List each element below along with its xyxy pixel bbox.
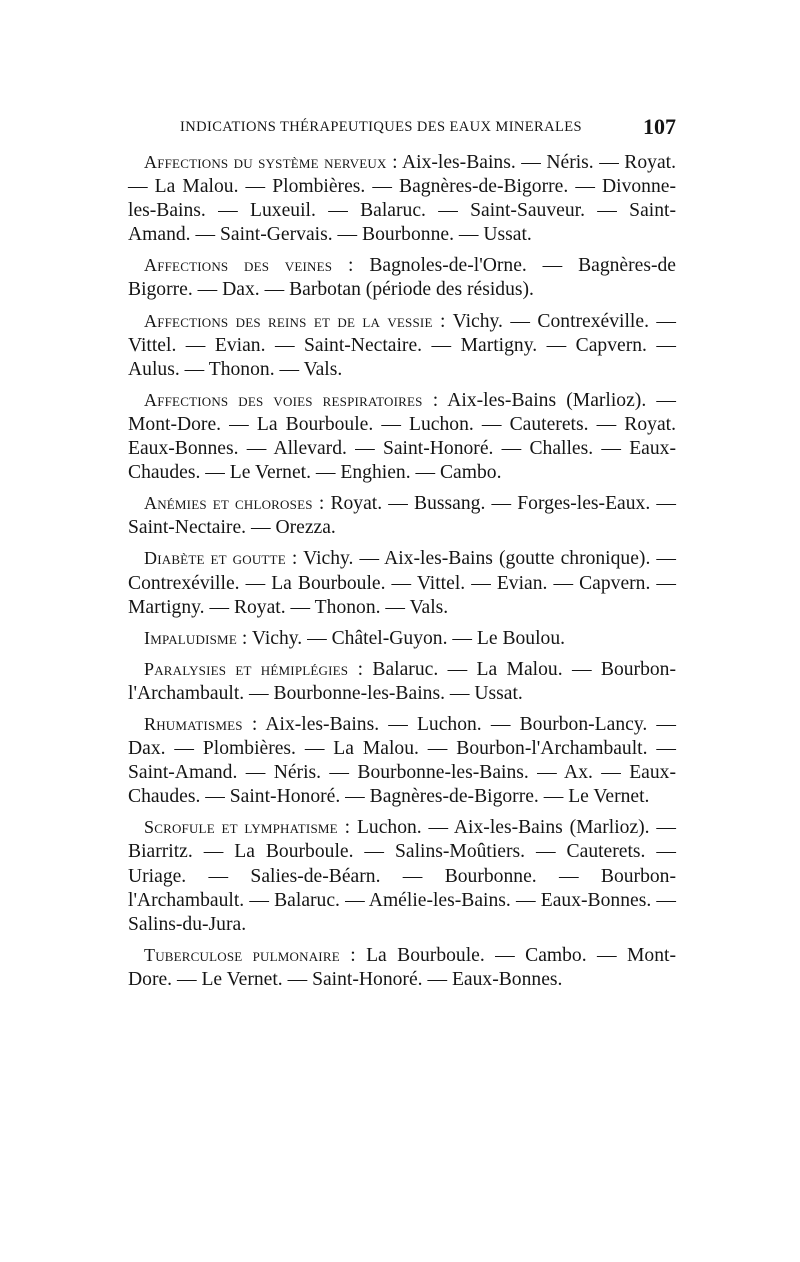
entry-paralysis (128, 657, 676, 706)
entry-text: Balaruc. — La Malou. — Bourbon-l'Archambault. — Bourbonne-les-Bains. — Ussat. (128, 658, 676, 704)
entry-heading: Affections des reins et de la vessie (144, 310, 433, 331)
entry-malaria (128, 626, 676, 651)
entry-heading: Scrofule et lymphatisme (144, 817, 338, 838)
entry-text: Aix-les-Bains (Marlioz). — Mont-Dore. — La Bourboule. — Luchon. — Cauterets. — Royat. Eaux-Bonnes. — Allevard. — Saint-Honoré. — Challes. — Eaux-Chaudes. — Le Vernet. — Enghien. — Cambo. (128, 389, 676, 484)
entry-anemia (128, 491, 676, 540)
entry-text: La Bourboule. — Cambo. — Mont-Dore. — Le Vernet. — Saint-Honoré. — Eaux-Bonnes. (128, 944, 676, 990)
entry-heading: Affections des voies respiratoires (144, 389, 423, 410)
entry-diabetes-gout (128, 546, 676, 619)
entry-nervous-system (128, 150, 676, 247)
entry-kidneys-bladder (128, 309, 676, 382)
entry-separator: : (432, 310, 453, 332)
entry-separator: : (242, 713, 266, 735)
entry-separator: : (348, 658, 373, 680)
entry-text: Aix-les-Bains. — Néris. — Royat. — La Malou. — Plombières. — Bagnères-de-Bigorre. — Divonne-les-Bains. — Luxeuil. — Balaruc. — Saint-Sauveur. — Saint-Amand. — Saint-Gervais. — Bourbonne. — Ussat. (128, 152, 677, 246)
entry-heading: Diabète et goutte (144, 548, 286, 569)
entry-separator: : (236, 627, 252, 649)
entry-separator: : (339, 944, 367, 966)
entry-heading: Affections du système nerveux (144, 152, 387, 172)
entry-respiratory (128, 388, 676, 485)
entry-separator: : (422, 389, 448, 411)
running-header (180, 116, 680, 140)
entry-veins (128, 253, 676, 302)
entry-separator: : (386, 152, 402, 173)
entry-heading: Tuberculose pulmonaire (144, 944, 340, 965)
entry-heading: Impaludisme (144, 627, 237, 648)
entry-separator: : (312, 493, 331, 515)
entry-text: Royat. — Bussang. — Forges-les-Eaux. — Saint-Nectaire. — Orezza. (128, 493, 676, 539)
entry-rheumatism (128, 712, 676, 809)
indications-list (128, 150, 676, 998)
entry-heading: Affections des veines (144, 255, 333, 276)
running-title: INDICATIONS THÉRAPEUTIQUES DES EAUX MINERALES (180, 119, 582, 135)
entry-heading: Anémies et chloroses (144, 493, 313, 514)
entry-scrofula (128, 815, 676, 936)
entry-text: Bagnoles-de-l'Orne. — Bagnères-de Bigorre. — Dax. — Barbotan (période des résidus). (128, 255, 676, 301)
entry-tuberculosis (128, 943, 676, 992)
entry-separator: : (285, 548, 304, 570)
entry-separator: : (332, 255, 370, 277)
entry-heading: Rhumatismes (144, 713, 243, 734)
page-number: 107 (643, 114, 676, 139)
entry-text: Vichy. — Contrexéville. — Vittel. — Evian. — Saint-Nectaire. — Martigny. — Capvern. — Aulus. — Thonon. — Vals. (128, 310, 677, 380)
entry-text: Luchon. — Aix-les-Bains (Marlioz). — Biarritz. — La Bourboule. — Salins-Moûtiers. — Cauterets. — Uriage. — Salies-de-Béarn. — Bourbonne. — Bourbon-l'Archambault. — Balaruc. — Amélie-les-Bains. — Eaux-Bonnes. — Salins-du-Jura. (128, 817, 677, 935)
entry-heading: Paralysies et hémiplégies (144, 658, 349, 679)
entry-text: Vichy. — Châtel-Guyon. — Le Boulou. (251, 627, 566, 649)
entry-text: Aix-les-Bains. — Luchon. — Bourbon-Lancy. — Dax. — Plombières. — La Malou. — Bourbon-l'Archambault. — Saint-Amand. — Néris. — Bourbonne-les-Bains. — Ax. — Eaux-Chaudes. — Saint-Honoré. — Bagnères-de-Bigorre. — Le Vernet. (128, 713, 676, 808)
entry-text: Vichy. — Aix-les-Bains (goutte chronique). — Contrexéville. — La Bourboule. — Vittel. — Evian. — Capvern. — Martigny. — Royat. — Thonon. — Vals. (128, 548, 677, 618)
entry-separator: : (337, 817, 357, 839)
